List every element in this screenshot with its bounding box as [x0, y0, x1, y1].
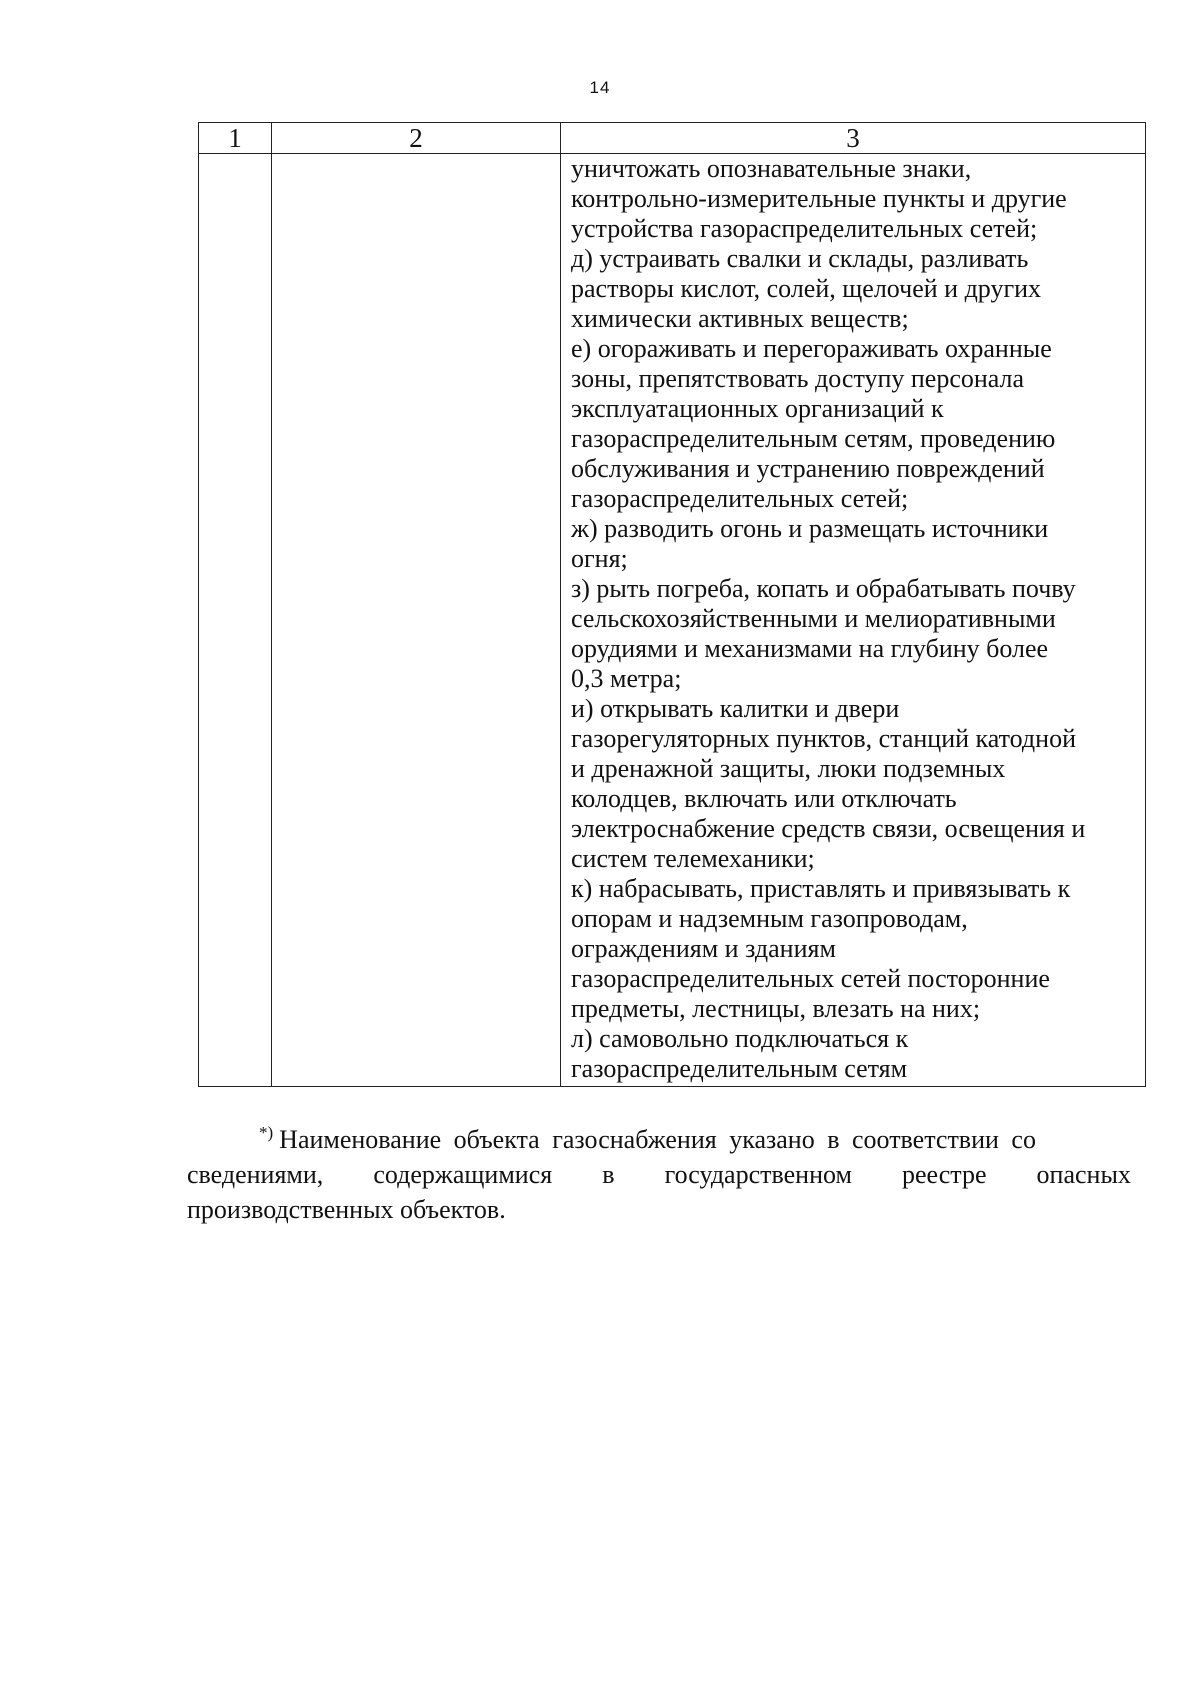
column-header-2: 2 — [272, 123, 561, 154]
footnote-word: содержащимися — [373, 1160, 553, 1189]
footnote-line-3: производственных объектов. — [187, 1195, 506, 1224]
text-line: газорегуляторных пунктов, станций катодной — [571, 724, 1076, 753]
text-line: химически активных веществ; — [571, 304, 909, 333]
text-line: обслуживания и устранению повреждений — [571, 454, 1045, 483]
text-line: и) открывать калитки и двери — [571, 694, 900, 723]
text-line: д) устраивать свалки и склады, разливать — [571, 244, 1029, 273]
footnote-word: в — [602, 1160, 615, 1189]
text-line: газораспределительных сетей; — [571, 484, 909, 513]
text-line: е) огораживать и перегораживать охранные — [571, 334, 1052, 363]
page-number: 14 — [589, 78, 611, 97]
text-line: ж) разводить огонь и размещать источники — [571, 514, 1049, 543]
text-line: контрольно-измерительные пункты и другие — [571, 184, 1067, 213]
text-line: газораспределительным сетям — [571, 1054, 908, 1083]
footnote-word: государственном — [664, 1160, 852, 1189]
text-line: растворы кислот, солей, щелочей и других — [571, 274, 1042, 303]
footnote-line-1 — [187, 1122, 1131, 1157]
table-header-row — [199, 123, 1146, 154]
footnote-line-1-text: Наименование объекта газоснабжения указано в соответствии со — [279, 1125, 1036, 1154]
text-line: л) самовольно подключаться к — [571, 1024, 909, 1053]
text-line: к) набрасывать, приставлять и привязывать к — [571, 874, 1071, 903]
text-line: газораспределительным сетям, проведению — [571, 424, 1056, 453]
text-line: з) рыть погреба, копать и обрабатывать почву — [571, 574, 1076, 603]
text-line: сельскохозяйственными и мелиоративными — [571, 604, 1056, 633]
column-header-1: 1 — [199, 123, 272, 154]
footnote-word: опасных — [1036, 1160, 1131, 1189]
text-line: предметы, лестницы, влезать на них; — [571, 994, 981, 1023]
text-line: колодцев, включать или отключать — [571, 784, 957, 813]
requirements-table — [198, 122, 1146, 1087]
text-line: зоны, препятствовать доступу персонала — [571, 364, 1025, 393]
text-line: устройства газораспределительных сетей; — [571, 214, 1038, 243]
table-cell-col2 — [272, 154, 561, 1087]
text-line: 0,3 метра; — [571, 664, 682, 693]
table-row — [199, 154, 1146, 1087]
footnote-word: реестре — [902, 1160, 987, 1189]
text-line: огня; — [571, 544, 628, 573]
table-cell-col3 — [561, 154, 1146, 1087]
footnote-line-2 — [187, 1157, 1131, 1192]
text-line: систем телемеханики; — [571, 844, 815, 873]
text-line: газораспределительных сетей посторонние — [571, 964, 1050, 993]
table-cell-col1 — [199, 154, 272, 1087]
text-line: ограждениям и зданиям — [571, 934, 836, 963]
text-line: электроснабжение средств связи, освещения и — [571, 814, 1086, 843]
text-line: и дренажной защиты, люки подземных — [571, 754, 1006, 783]
footnote-marker: *) — [259, 1123, 274, 1143]
text-line: уничтожать опознавательные знаки, — [571, 154, 972, 183]
footnote — [187, 1122, 1131, 1227]
text-line: опорам и надземным газопроводам, — [571, 904, 968, 933]
prohibitions-text — [561, 154, 1145, 1086]
text-line: орудиями и механизмами на глубину более — [571, 634, 1049, 663]
text-line: эксплуатационных организаций к — [571, 394, 944, 423]
column-header-3: 3 — [561, 123, 1146, 154]
footnote-word: сведениями, — [187, 1160, 324, 1189]
